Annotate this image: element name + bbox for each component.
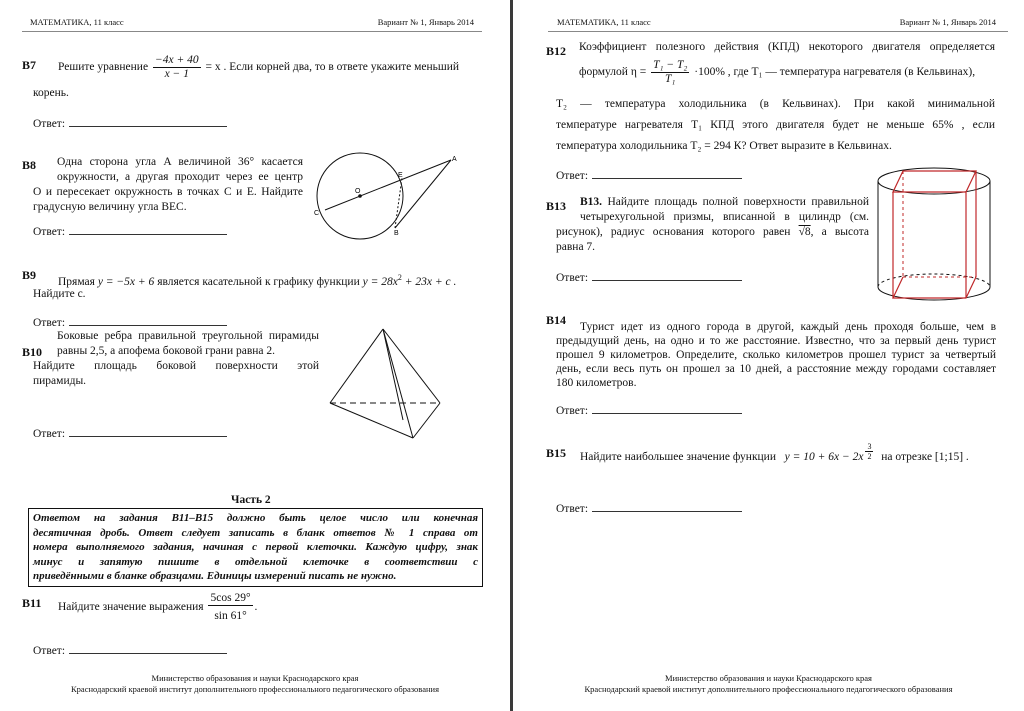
header-variant: Вариант № 1, Январь 2014 bbox=[899, 17, 996, 27]
b13-line3-tail: , а высота bbox=[810, 226, 870, 238]
header-subject: МАТЕМАТИКА, 11 класс bbox=[557, 17, 651, 27]
b9-text-c: является касательной к графику функции bbox=[157, 275, 360, 288]
b13-cylinder-figure bbox=[873, 156, 1003, 306]
b8-circle-figure bbox=[305, 148, 475, 248]
b10-pyramid-figure bbox=[325, 325, 445, 445]
point-a-label: A bbox=[452, 156, 457, 163]
b13-label: B13 bbox=[546, 199, 567, 213]
answer-label: Ответ: bbox=[556, 405, 589, 417]
b12-formula-line bbox=[579, 59, 975, 86]
b12-line5: температура холодильника T₂ = 294 К? Ответ выразите в Кельвинах. bbox=[556, 140, 892, 152]
b14-statement bbox=[556, 320, 996, 390]
b7-answer-line[interactable] bbox=[69, 116, 227, 127]
part2-line1: Ответом на задания B11–B15 должно быть целое число или конечная bbox=[33, 512, 478, 524]
base-front-right bbox=[413, 403, 440, 438]
b12-label: B12 bbox=[546, 44, 567, 58]
b10-line4: пирамиды. bbox=[33, 375, 87, 387]
b12-formula-pre: формулой η = bbox=[579, 66, 647, 79]
header-subject: МАТЕМАТИКА, 11 класс bbox=[30, 17, 124, 27]
b14-line4: день, если весь путь он прошел за 10 дней, а расстояние между городами составляет bbox=[556, 363, 996, 375]
header-rule bbox=[22, 31, 482, 32]
b15-exp-num: 3 bbox=[867, 442, 872, 451]
b15-tail: на отрезке [1;15] . bbox=[881, 451, 969, 463]
header-variant: Вариант № 1, Январь 2014 bbox=[377, 17, 474, 27]
part2-instructions-box bbox=[28, 508, 483, 587]
b12-numerator: T₁ − T₂ bbox=[653, 59, 688, 71]
b9-func-tail: + 23x + c . bbox=[404, 275, 457, 288]
b13-answer-line[interactable] bbox=[592, 270, 742, 281]
footer-line1: Министерство образования и науки Краснодарского края bbox=[151, 673, 359, 683]
b13-bold-label: B13. bbox=[580, 196, 603, 208]
b9-statement bbox=[58, 270, 456, 290]
answer-label: Ответ: bbox=[33, 226, 66, 238]
footer-line2: Краснодарский краевой институт дополнительного профессионального педагогического образования bbox=[71, 684, 439, 694]
b15-formula: y = 10 + 6x − 2x bbox=[784, 451, 864, 463]
b9-line-eq: y = −5x + 6 bbox=[97, 275, 155, 288]
b11-fraction bbox=[208, 592, 252, 623]
cylinder-bottom-back bbox=[878, 274, 990, 287]
point-b-label: B bbox=[394, 230, 399, 237]
b12-rest bbox=[556, 94, 995, 157]
footer-right bbox=[513, 673, 1024, 695]
b14-line2: предыдущий день, на одно и то же расстояние. Известно, что за первый день турист bbox=[556, 335, 996, 347]
footer-left bbox=[0, 673, 510, 695]
b13-line4: равна 7. bbox=[556, 241, 596, 253]
b9-answer-line[interactable] bbox=[69, 315, 227, 326]
answer-label: Ответ: bbox=[33, 317, 66, 329]
b8-label: B8 bbox=[22, 158, 37, 172]
b12-line4: температуре нагревателя T₁ КПД этого двигателя будет не меньше 65% , если bbox=[556, 119, 995, 131]
part2-line4: минус и запятую пишите в отдельной клеточке в соответствии с bbox=[33, 555, 478, 568]
b10-answer-line[interactable] bbox=[69, 426, 227, 437]
b12-answer bbox=[556, 168, 742, 184]
b9-label: B9 bbox=[22, 268, 37, 282]
b7-fraction bbox=[153, 54, 201, 81]
b12-denominator: T₁ bbox=[665, 73, 676, 85]
b7-answer bbox=[33, 116, 227, 132]
point-c-label: C bbox=[314, 210, 320, 217]
b8-answer-line[interactable] bbox=[69, 224, 227, 235]
b7-denominator: x − 1 bbox=[164, 68, 189, 80]
point-o-label: O bbox=[355, 188, 361, 195]
b9-exponent: 2 bbox=[397, 273, 402, 282]
b13-line3-text: рисунок), радиус основания которого равен bbox=[556, 226, 791, 238]
b11-numerator: 5cos 29° bbox=[210, 592, 251, 604]
b15-exp-den: 2 bbox=[867, 452, 872, 461]
b7-label: B7 bbox=[22, 58, 37, 72]
b7-statement bbox=[58, 54, 459, 81]
b12-answer-line[interactable] bbox=[592, 168, 742, 179]
answer-label: Ответ: bbox=[33, 428, 66, 440]
b10-label: B10 bbox=[22, 345, 43, 359]
b14-answer-line[interactable] bbox=[592, 403, 742, 414]
b12-formula-post: ·100% , где T₁ — температура нагревателя (в Кельвинах), bbox=[694, 66, 976, 79]
b15-text: Найдите наибольшее значение функции bbox=[580, 451, 776, 463]
b8-line2: окружности, а другая проходит через ее центр bbox=[57, 171, 303, 183]
b12-line1 bbox=[579, 40, 995, 55]
b15-label: B15 bbox=[546, 446, 567, 460]
b14-label: B14 bbox=[546, 313, 567, 327]
b13-line1-text: Найдите площадь полной поверхности правильной bbox=[607, 196, 869, 208]
b8-answer bbox=[33, 224, 227, 240]
b11-answer bbox=[33, 643, 227, 659]
footer-line1: Министерство образования и науки Краснодарского края bbox=[665, 673, 872, 683]
b14-answer bbox=[556, 403, 742, 419]
page-right bbox=[513, 0, 1024, 711]
part2-line3: номера выполняемого задания, начиная с первой клеточки. Каждую цифру, знак bbox=[33, 541, 478, 554]
prism-top-face bbox=[893, 171, 976, 192]
cylinder-top bbox=[878, 168, 990, 194]
b12-text-line1: Коэффициент полезного действия (КПД) некоторого двигателя определяется bbox=[579, 41, 995, 53]
pyramid-edge-left bbox=[330, 329, 383, 403]
b15-statement bbox=[580, 442, 969, 465]
page-left bbox=[0, 0, 510, 711]
b10-statement bbox=[33, 329, 319, 389]
answer-label: Ответ: bbox=[556, 503, 589, 515]
b13-line2: четырехугольной призмы, вписанной в цилиндр (см. bbox=[580, 211, 869, 223]
secant-line bbox=[325, 160, 451, 210]
b11-end: . bbox=[254, 601, 258, 614]
b9-func-eq: y = 28x bbox=[362, 275, 398, 288]
b15-answer-line[interactable] bbox=[592, 501, 742, 512]
b11-label: B11 bbox=[22, 596, 42, 610]
b14-line1: Турист идет из одного города в другой, каждый день проходя больше, чем в bbox=[580, 321, 996, 333]
answer-label: Ответ: bbox=[33, 118, 66, 130]
footer-line2: Краснодарский краевой институт дополнительного профессионального педагогического образования bbox=[584, 684, 953, 694]
b13-line3 bbox=[556, 225, 869, 240]
part2-title: Часть 2 bbox=[231, 494, 271, 506]
answer-label: Ответ: bbox=[33, 645, 66, 657]
answer-label: Ответ: bbox=[556, 170, 589, 182]
part2-line5: приведёнными в бланке образцами. Единицы измерений писать не нужно. bbox=[33, 570, 397, 583]
b8-line1: Одна сторона угла A величиной 36° касается bbox=[57, 156, 303, 168]
b8-line4: градусную величину угла BEC. bbox=[33, 201, 187, 213]
b10-answer bbox=[33, 426, 227, 442]
b11-text: Найдите значение выражения bbox=[58, 601, 204, 614]
part2-line2: десятичная дробь. Ответ следует записать в бланк ответов № 1 справа от bbox=[33, 526, 478, 539]
b10-line3: Найдите площадь боковой поверхности этой bbox=[33, 360, 319, 372]
header-rule bbox=[548, 31, 1008, 32]
b14-line5: 180 километров. bbox=[556, 377, 637, 389]
prism-bottom-visible bbox=[893, 277, 976, 298]
b8-statement bbox=[33, 155, 303, 215]
b15-answer bbox=[556, 501, 742, 517]
b13-statement bbox=[556, 195, 869, 255]
b11-answer-line[interactable] bbox=[69, 643, 227, 654]
pyramid-edge-front bbox=[383, 329, 413, 438]
b14-line3: прошел 9 километров. Определите, сколько километров прошел турист за четвертый bbox=[556, 349, 996, 361]
b7-text: Решите уравнение bbox=[58, 61, 149, 74]
b11-statement bbox=[58, 592, 257, 623]
b15-exponent bbox=[865, 442, 873, 461]
b7-text-after: = x . Если корней два, то в ответе укажите меньший bbox=[205, 61, 460, 74]
point-e-label: E bbox=[398, 172, 403, 179]
b7-numerator: −4x + 40 bbox=[154, 54, 199, 66]
b12-line3: T₂ — температура холодильника (в Кельвинах). При какой минимальной bbox=[556, 98, 995, 110]
b8-line3: O и пересекает окружность в точках C и E. Найдите bbox=[33, 186, 303, 198]
b9-line2: Найдите c. bbox=[33, 288, 86, 300]
b13-sqrt: √8 bbox=[798, 226, 811, 238]
b13-answer bbox=[556, 270, 742, 286]
answer-label: Ответ: bbox=[556, 272, 589, 284]
b10-line1: Боковые ребра правильной треугольной пирамиды bbox=[57, 330, 319, 342]
b7-text-line2: корень. bbox=[33, 87, 69, 99]
b11-denominator: sin 61° bbox=[214, 610, 247, 622]
b10-line2: равны 2,5, а апофема боковой грани равна 2. bbox=[57, 345, 276, 357]
b13-line1 bbox=[556, 195, 869, 210]
b9-text-a: Прямая bbox=[58, 275, 95, 288]
b12-fraction bbox=[651, 59, 689, 86]
